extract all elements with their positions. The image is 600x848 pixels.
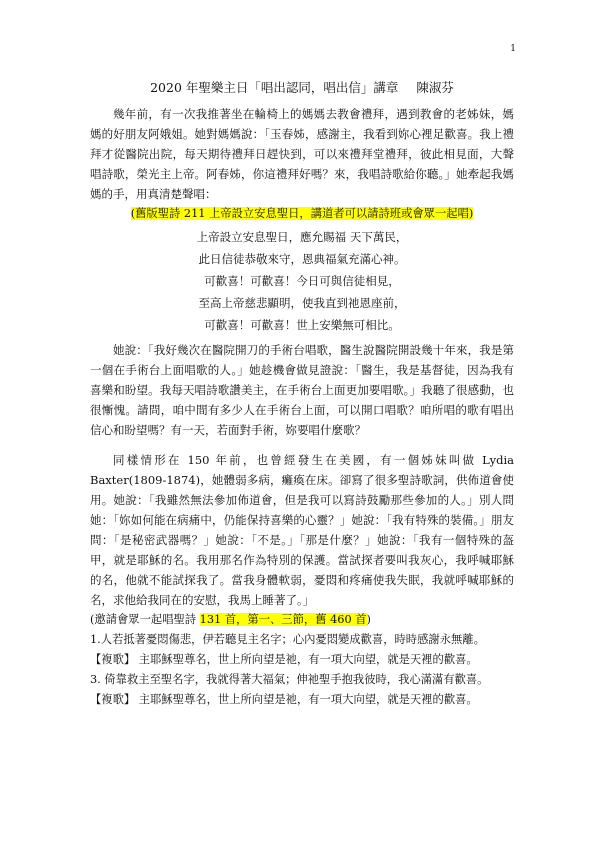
verse-line <box>90 670 514 690</box>
hymn-lyrics <box>90 226 514 336</box>
chorus-line <box>90 650 514 670</box>
verse-text: 人若抵著憂悶傷悲，伊若聽見主名字；心內憂悶變成歡喜，時時感謝永無離。 <box>100 633 485 646</box>
hymn-line: 可歡喜！可歡喜！今日可與信徒相見， <box>204 274 400 288</box>
singing-invitation <box>90 610 514 630</box>
invitation-suffix: ) <box>366 613 371 626</box>
invitation-highlight: 131 首，第一、三節，舊 460 首 <box>199 613 367 626</box>
paragraph-testimony: 她說：「我好幾次在醫院開刀的手術台唱歌，醫生說醫院開設幾十年來，我是第一個在手術台上面唱歌的人。」她趁機會做見證說：「醫生，我是基督徒，因為我有喜樂和盼望。我每天唱詩歌讚美主，在手術台上面更加要唱歌。」我聽了很感動，也很慚愧。請問，咱中間有多少人在手術台上面，可以開口唱歌？咱所唱的歌有唱出信心和盼望嗎？有一天，若面對手術，妳要唱什麼歌？ <box>90 343 514 437</box>
invitation-prefix: (邀請會眾一起唱聖詩 <box>90 613 200 626</box>
hymn-instruction-text: (舊版聖詩 211 上帝設立安息聖日，講道者可以請詩班或會眾一起唱) <box>130 207 474 220</box>
document-body <box>90 78 514 710</box>
hymn-instruction <box>90 204 514 224</box>
hymn-line: 可歡喜！可歡喜！世上安樂無可相比。 <box>204 318 400 332</box>
page-title <box>90 78 514 96</box>
page-number: 1 <box>510 44 516 54</box>
chorus-label: 【複歌】 <box>90 693 136 706</box>
hymn-line: 至高上帝慈悲顯明，使我直到祂恩座前， <box>198 296 406 310</box>
paragraph-lydia-baxter: 同樣情形在 150 年前，也曾經發生在美國，有一個姊妹叫做 Lydia Baxter(1809-1874)，她體弱多病，癱瘓在床。卻寫了很多聖詩歌詞，供佈道會使用。她說：「我雖然無法參加佈道會，但是我可以寫詩鼓勵那些參加的人。」別人問她：「妳如何能在病痛中，仍能保持喜樂的心靈？」她說：「我有特殊的裝備。」朋友問：「是秘密武器嗎？」她說：「不是。」「那是什麼？」她說：「我有一個特殊的盔甲，就是耶穌的名。我用那名作為特別的保護。當試探者要叫我灰心，我呼喊耶穌的名，他就不能試探我了。當我身體軟弱，憂悶和疼痛使我失眠，我就呼喊耶穌的名，求他給我同在的安慰，我馬上睡著了。」 <box>90 453 514 607</box>
title-author: 陳淑芬 <box>416 80 454 95</box>
verse-label: 3. <box>90 673 101 686</box>
chorus-text: 主耶穌聖尊名，世上所向望是祂，有一項大向望，就是天裡的歡喜。 <box>138 653 478 666</box>
verse-text: 倚靠救主至聖名字，我就得著大福氣；伸祂聖手抱我彼時，我心滿滿有歡喜。 <box>104 673 489 686</box>
chorus-label: 【複歌】 <box>90 653 136 666</box>
chorus-text: 主耶穌聖尊名，世上所向望是祂，有一項大向望，就是天裡的歡喜。 <box>138 693 478 706</box>
hymn-line: 上帝設立安息聖日，應允賜福 天下萬民， <box>196 230 408 244</box>
paragraph-intro: 幾年前，有一次我推著坐在輪椅上的媽媽去教會禮拜，遇到教會的老姊妹，媽媽的好朋友阿娥姐。她對媽媽說：「玉春姊，感謝主，我看到妳心裡足歡喜。我上禮拜才從醫院出院，每天期待禮拜日趕快到，可以來禮拜堂禮拜，彼此相見面，大聲唱詩歌，榮光主上帝。阿春姊，你這禮拜好嗎？來，我唱詩歌給你聽。」她牽起我媽媽的手，用真清楚聲唱： <box>90 107 514 201</box>
title-main: 2020 年聖樂主日「唱出認同，唱出信」講章 <box>150 80 399 95</box>
verse-label: 1. <box>90 633 101 646</box>
chorus-line <box>90 690 514 710</box>
verse-line <box>90 630 514 650</box>
hymn-line: 此日信徒恭敬來守，恩典福氣充滿心神。 <box>198 252 406 266</box>
